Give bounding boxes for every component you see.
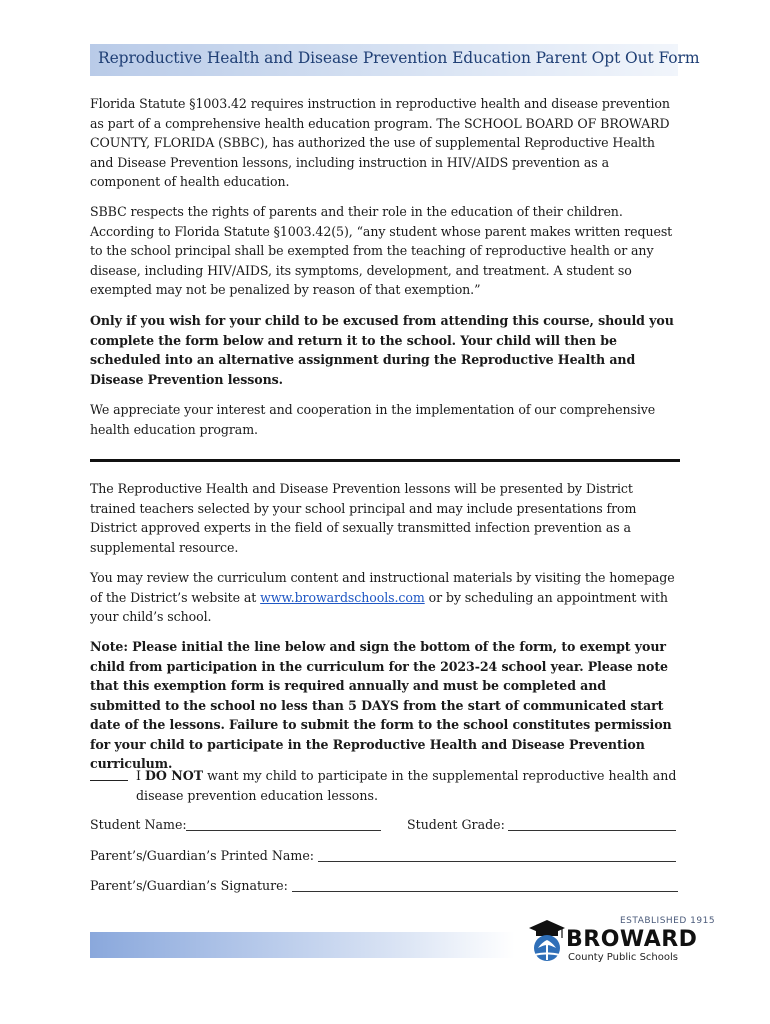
opt-out-prefix: I [136,768,145,783]
curriculum-review-text-end: or by scheduling an appointment with your child’s school. [90,589,668,624]
opt-out-text [136,766,681,805]
district-website-link[interactable]: www.browardschools.com [260,589,425,605]
guardian-signature-line[interactable] [292,891,678,892]
section-divider [90,459,680,462]
form-title: Reproductive Health and Disease Prevention Education Parent Opt Out Form [98,49,700,67]
graduation-cap-palm-icon [528,918,566,966]
footer-bar [90,932,515,958]
curriculum-review-text: You may review the curriculum content and instructional materials by visiting the homepage of the District’s website at [90,570,675,605]
student-grade-line[interactable] [508,830,676,831]
appreciation-paragraph: We appreciate your interest and cooperation in the implementation of our comprehensive health education program. [90,402,656,437]
lessons-paragraph: The Reproductive Health and Disease Prevention lessons will be presented by District trained teachers selected by your school principal and may include presentations from District approved experts in the field of sexually transmitted infection prevention as a supplemental resource. [90,481,637,555]
title-bar [90,44,700,76]
broward-logo [528,914,716,970]
opt-out-rest: want my child to participate in the supplemental reproductive health and disease prevention education lessons. [136,768,677,803]
statute-paragraph: Florida Statute §1003.42 requires instruction in reproductive health and disease prevention as part of a comprehensive health education program. The SCHOOL BOARD OF BROWARD COUNTY, FLORIDA (SBBC), has authorized the use of supplemental Reproductive Health and Disease Prevention lessons, including instruction in HIV/AIDS prevention as a component of health education. [90,96,670,189]
logo-name: BROWARD [566,927,698,952]
student-name-line[interactable] [186,830,381,831]
logo-established: ESTABLISHED 1915 [620,916,716,926]
opt-out-emphasis: DO NOT [144,768,204,783]
guardian-signature-label: Parent’s/Guardian’s Signature: [90,878,288,893]
rights-paragraph: SBBC respects the rights of parents and their role in the education of their children. According to Florida Statute §1003.42(5), “any student whose parent makes written request to the school principal shall be exempted from the teaching of reproductive health or any disease, including HIV/AIDS, its symptoms, development, and treatment. A student so exempted may not be penalized by reason of that exemption.” [90,204,673,297]
initials-line[interactable] [90,780,128,781]
note-paragraph: Note: Please initial the line below and sign the bottom of the form, to exempt your child from participation in the curriculum for the 2023-24 school year. Please note that this exemption form is required annually and must be completed and submitted to the school no less than 5 DAYS from the start of communicated start date of the lessons. Failure to submit the form to the school constitutes permission for your child to participate in the Reproductive Health and Disease Prevention curriculum. [90,639,672,771]
curriculum-review-paragraph [90,568,680,627]
guardian-printed-name-label: Parent’s/Guardian’s Printed Name: [90,848,315,863]
instructions-paragraph: Only if you wish for your child to be excused from attending this course, should you complete the form below and return it to the school. Your child will then be scheduled into an alternative assignment during the Reproductive Health and Disease Prevention lessons. [90,313,674,387]
student-grade-label: Student Grade: [407,817,505,832]
logo-subtitle: County Public Schools [568,952,678,963]
guardian-printed-name-line[interactable] [318,861,676,862]
student-name-label: Student Name: [90,817,187,832]
